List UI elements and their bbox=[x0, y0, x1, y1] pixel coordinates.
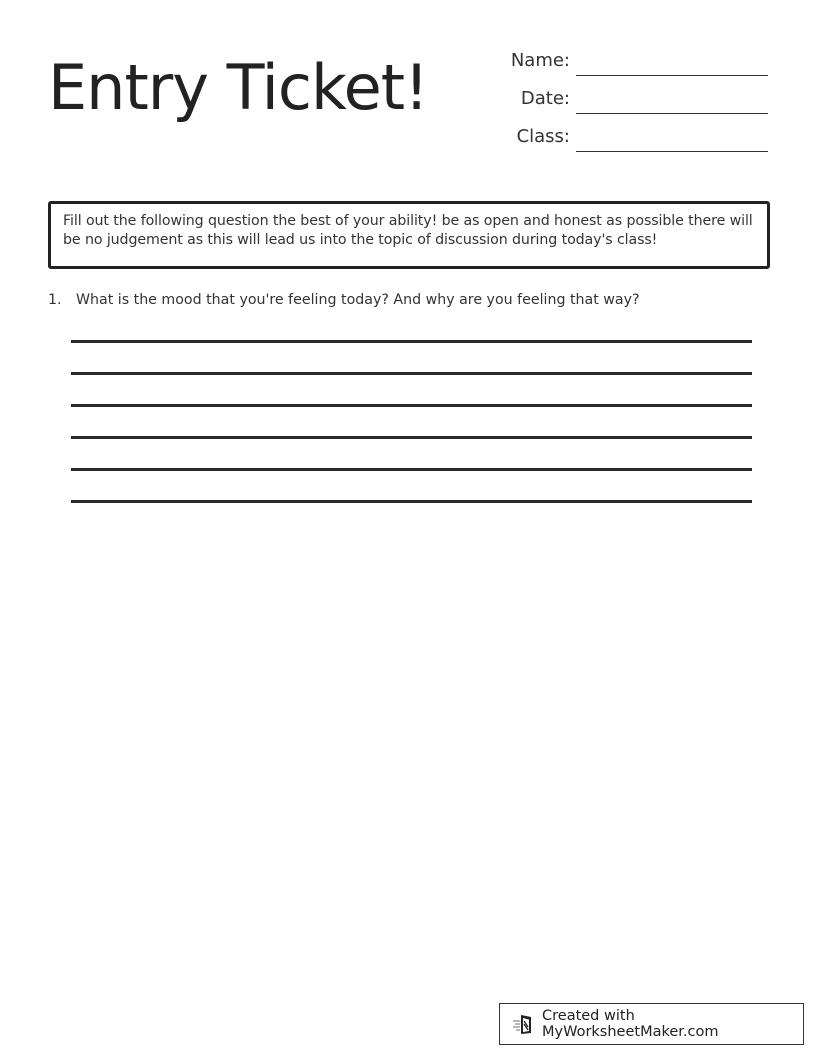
answer-line[interactable] bbox=[71, 340, 752, 372]
question-number: 1. bbox=[48, 292, 62, 308]
name-blank-line[interactable] bbox=[576, 75, 768, 76]
answer-line[interactable] bbox=[71, 404, 752, 436]
question-text: What is the mood that you're feeling today? And why are you feeling that way? bbox=[76, 292, 640, 308]
answer-lines[interactable] bbox=[71, 340, 752, 532]
footer-credit-text: Created with MyWorksheetMaker.com bbox=[542, 1008, 719, 1040]
worksheet-maker-logo-icon bbox=[512, 1012, 536, 1036]
answer-line[interactable] bbox=[71, 468, 752, 500]
name-label: Name: bbox=[510, 50, 570, 71]
answer-line[interactable] bbox=[71, 500, 752, 532]
footer-badge[interactable] bbox=[499, 1003, 804, 1045]
class-blank-line[interactable] bbox=[576, 151, 768, 152]
answer-line[interactable] bbox=[71, 436, 752, 468]
question-1 bbox=[48, 292, 640, 308]
date-blank-line[interactable] bbox=[576, 113, 768, 114]
date-label: Date: bbox=[520, 88, 570, 109]
class-label: Class: bbox=[516, 126, 570, 147]
name-field bbox=[490, 48, 770, 86]
page-title: Entry Ticket! bbox=[48, 51, 428, 124]
student-info-fields bbox=[490, 48, 770, 162]
date-field bbox=[490, 86, 770, 124]
class-field bbox=[490, 124, 770, 162]
instructions-box: Fill out the following question the best of your ability! be as open and honest as possible there will be no judgement as this will lead us into the topic of discussion during today's class! bbox=[48, 201, 770, 269]
answer-line[interactable] bbox=[71, 372, 752, 404]
